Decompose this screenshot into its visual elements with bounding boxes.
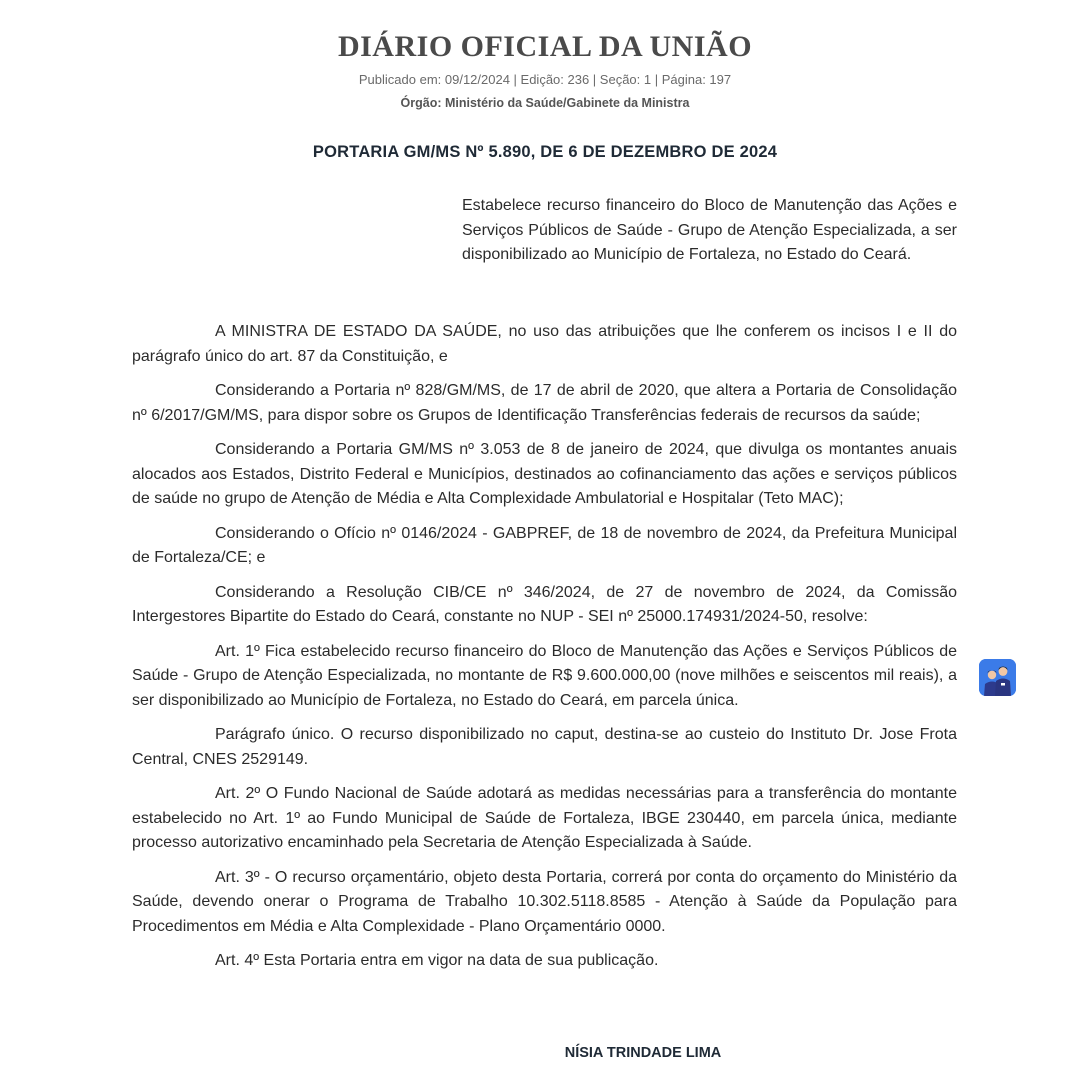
paragraph-considerando-3: Considerando o Ofício nº 0146/2024 - GABPREF, de 18 de novembro de 2024, da Prefeitura Municipal de Fortaleza/CE; e bbox=[132, 524, 957, 566]
paragraph-considerando-2: Considerando a Portaria GM/MS nº 3.053 de 8 de janeiro de 2024, que divulga os montantes anuais alocados aos Estados, Distrito Federal e Municípios, destinados ao cofinanciamento das ações e serviços públicos de saúde no grupo de Atenção de Média e Alta Complexidade Ambulatorial e Hospitalar (Teto MAC); bbox=[132, 441, 957, 507]
paragraph-art-4: Art. 4º Esta Portaria entra em vigor na data de sua publicação. bbox=[215, 952, 659, 969]
document-body bbox=[132, 320, 957, 984]
paragraph-art-1: Art. 1º Fica estabelecido recurso financeiro do Bloco de Manutenção das Ações e Serviços Públicos de Saúde - Grupo de Atenção Especializada, no montante de R$ 9.600.000,00 (nove milhões e seiscentos mil reais), a ser disponibilizado ao Município de Fortaleza, no Estado do Ceará, em parcela única. bbox=[132, 642, 957, 709]
paragraph-art-2: Art. 2º O Fundo Nacional de Saúde adotará as medidas necessárias para a transferência do montante estabelecido no Art. 1º ao Fundo Municipal de Saúde de Fortaleza, IBGE 230440, em parcela única, mediante processo autorizativo encaminhado pela Secretaria de Atenção Especializada à Saúde. bbox=[132, 785, 957, 851]
paragraph-considerando-1: Considerando a Portaria nº 828/GM/MS, de 17 de abril de 2020, que altera a Portaria de Consolidação nº 6/2017/GM/MS, para dispor sobre os Grupos de Identificação Transferências federais de recursos da saúde; bbox=[132, 382, 957, 424]
paragraph-considerando-4: Considerando a Resolução CIB/CE nº 346/2024, de 27 de novembro de 2024, da Comissão Intergestores Bipartite do Estado do Ceará, constante no NUP - SEI nº 25000.174931/2024-50, resolve: bbox=[132, 583, 957, 625]
people-avatar-icon bbox=[979, 659, 1016, 696]
floating-avatar-button[interactable] bbox=[979, 659, 1016, 696]
publication-info: Publicado em: 09/12/2024 | Edição: 236 | Seção: 1 | Página: 197 bbox=[358, 72, 732, 87]
ementa: Estabelece recurso financeiro do Bloco de Manutenção das Ações e Serviços Públicos de Saúde - Grupo de Atenção Especializada, a ser disponibilizado ao Município de Fortaleza, no Estado do Ceará. bbox=[462, 197, 957, 263]
paragraph-unico: Parágrafo único. O recurso disponibilizado no caput, destina-se ao custeio do Instituto Dr. Jose Frota Central, CNES 2529149. bbox=[132, 726, 957, 768]
orgao: Órgão: Ministério da Saúde/Gabinete da Ministra bbox=[400, 96, 690, 110]
document-title: PORTARIA GM/MS Nº 5.890, DE 6 DE DEZEMBRO DE 2024 bbox=[312, 143, 778, 161]
signature: NÍSIA TRINDADE LIMA bbox=[564, 1045, 722, 1061]
paragraph-art-3: Art. 3º - O recurso orçamentário, objeto desta Portaria, correrá por conta do orçamento do Ministério da Saúde, devendo onerar o Programa de Trabalho 10.302.5118.8585 - Atenção à Saúde da População para Procedimentos em Média e Alta Complexidade - Plano Orçamentário 0000. bbox=[132, 868, 957, 935]
masthead: DIÁRIO OFICIAL DA UNIÃO bbox=[337, 30, 753, 63]
paragraph-preamble: A MINISTRA DE ESTADO DA SAÚDE, no uso das atribuições que lhe conferem os incisos I e II do parágrafo único do art. 87 da Constituição, e bbox=[132, 323, 957, 365]
